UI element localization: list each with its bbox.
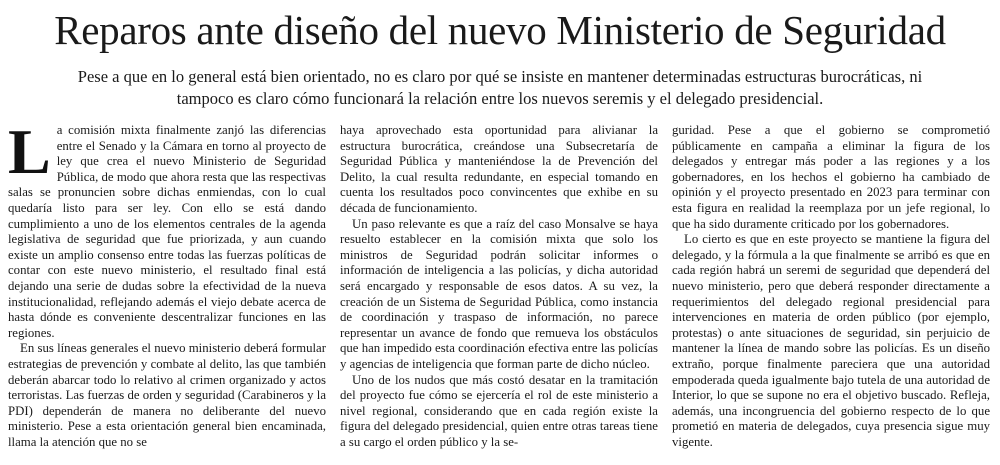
lead-line-2: tampoco es claro cómo funcionará la relación entre los nuevos seremis y el delegado presidencial. <box>176 89 824 108</box>
paragraph: En sus líneas generales el nuevo ministerio deberá formular estrategias de prevención y combate al delito, las que también deberán abarcar todo lo relativo al crimen organizado y actos terroristas. Las fuerzas de orden y seguridad (Carabineros y la PDI) dependerán de manera no deliberante del nuevo ministerio. Pese a esta orientación general bien encaminada, llama la atención que no se <box>8 341 326 449</box>
column-1 <box>8 116 326 450</box>
lead-line-1: Pese a que en lo general está bien orientado, no es claro por qué se insiste en mantener determinadas estructuras burocráticas, ni <box>77 67 923 86</box>
paragraph: haya aprovechado esta oportunidad para alivianar la estructura burocrática, creándose una Subsecretaría de Seguridad Pública y manteniéndose la de Prevención del Delito, la cual resulta redundante, en especial tomando en cuenta los resultados poco convincentes que exhibe en su década de funcionamiento. <box>340 123 658 215</box>
paragraph: Uno de los nudos que más costó desatar en la tramitación del proyecto fue cómo se ejercería el rol de este ministerio a nivel regional, considerando que en cada región existe la figura del delegado presidencial, quien entre otras tareas tiene a su cargo el orden público y la se- <box>340 372 658 449</box>
paragraph: Lo cierto es que en este proyecto se mantiene la figura del delegado, y la fórmula a la que finalmente se arribó es que en cada región habrá un seremi de seguridad que dependerá del nuevo ministerio, pero que deberá responder directamente a requerimientos del delegado regional presidencial para intervenciones en materia de orden público (por ejemplo, protestas) o ante situaciones de seguridad, sin perjuicio de mantener la línea de mando sobre las policías. Es un diseño extraño, porque finalmente pareciera que una autoridad empoderada queda igualmente bajo tutela de una autoridad de Interior, lo que se supone no era el objetivo buscado. Refleja, además, una incongruencia del gobierno respecto de lo que prometió en materia de delegados, cuya presencia sigue muy vigente. <box>672 232 990 449</box>
headline: Reparos ante diseño del nuevo Ministerio de Seguridad <box>54 7 946 53</box>
drop-cap: L <box>8 116 51 187</box>
paragraph-text: a comisión mixta finalmente zanjó las diferencias entre el Senado y la Cámara en torno al proyecto de ley que crea el nuevo Ministerio de Seguridad Pública, de modo que ahora resta que las respectivas salas se pronuncien sobre dichas enmiendas, con lo cual quedaría listo para ser ley. Con ello se está dando cumplimiento a uno de los elementos centrales de la agenda legislativa de seguridad que fue priorizada, y aun cuando existe un amplio consenso entre todas las fuerzas políticas de contar con este nuevo ministerio, el resultado final está dejando una serie de dudas sobre la efectividad de la nueva institucionalidad, reflejando además el viejo debate acerca de hasta dónde es conveniente descentralizar funciones en las regiones. <box>8 123 326 340</box>
column-2 <box>340 123 658 450</box>
paragraph <box>8 116 326 341</box>
paragraph: Un paso relevante es que a raíz del caso Monsalve se haya resuelto establecer en la comisión mixta que solo los ministros de Seguridad podrán solicitar informes o información de inteligencia a las policías, y dicha autoridad será encargado y responsable de esos datos. A su vez, la creación de un Sistema de Seguridad Pública, como instancia de coordinación y traspaso de información, no parece representar un avance de fondo que remueva los obstáculos que han impedido esta coordinación efectiva entre las policías y agencias de inteligencia que forman parte de dicho núcleo. <box>340 216 658 371</box>
column-3 <box>672 123 990 450</box>
lead-paragraph <box>10 66 990 110</box>
paragraph: guridad. Pese a que el gobierno se comprometió públicamente en campaña a eliminar la figura de los delegados y entregar más poder a las regiones y a los gobernadores, en los hechos el gobierno ha cambiado de opinión y el proyecto presentado en 2023 para terminar con esta figura en realidad la reemplaza por un jefe regional, lo que ha sido duramente criticado por los gobernadores. <box>672 123 990 231</box>
